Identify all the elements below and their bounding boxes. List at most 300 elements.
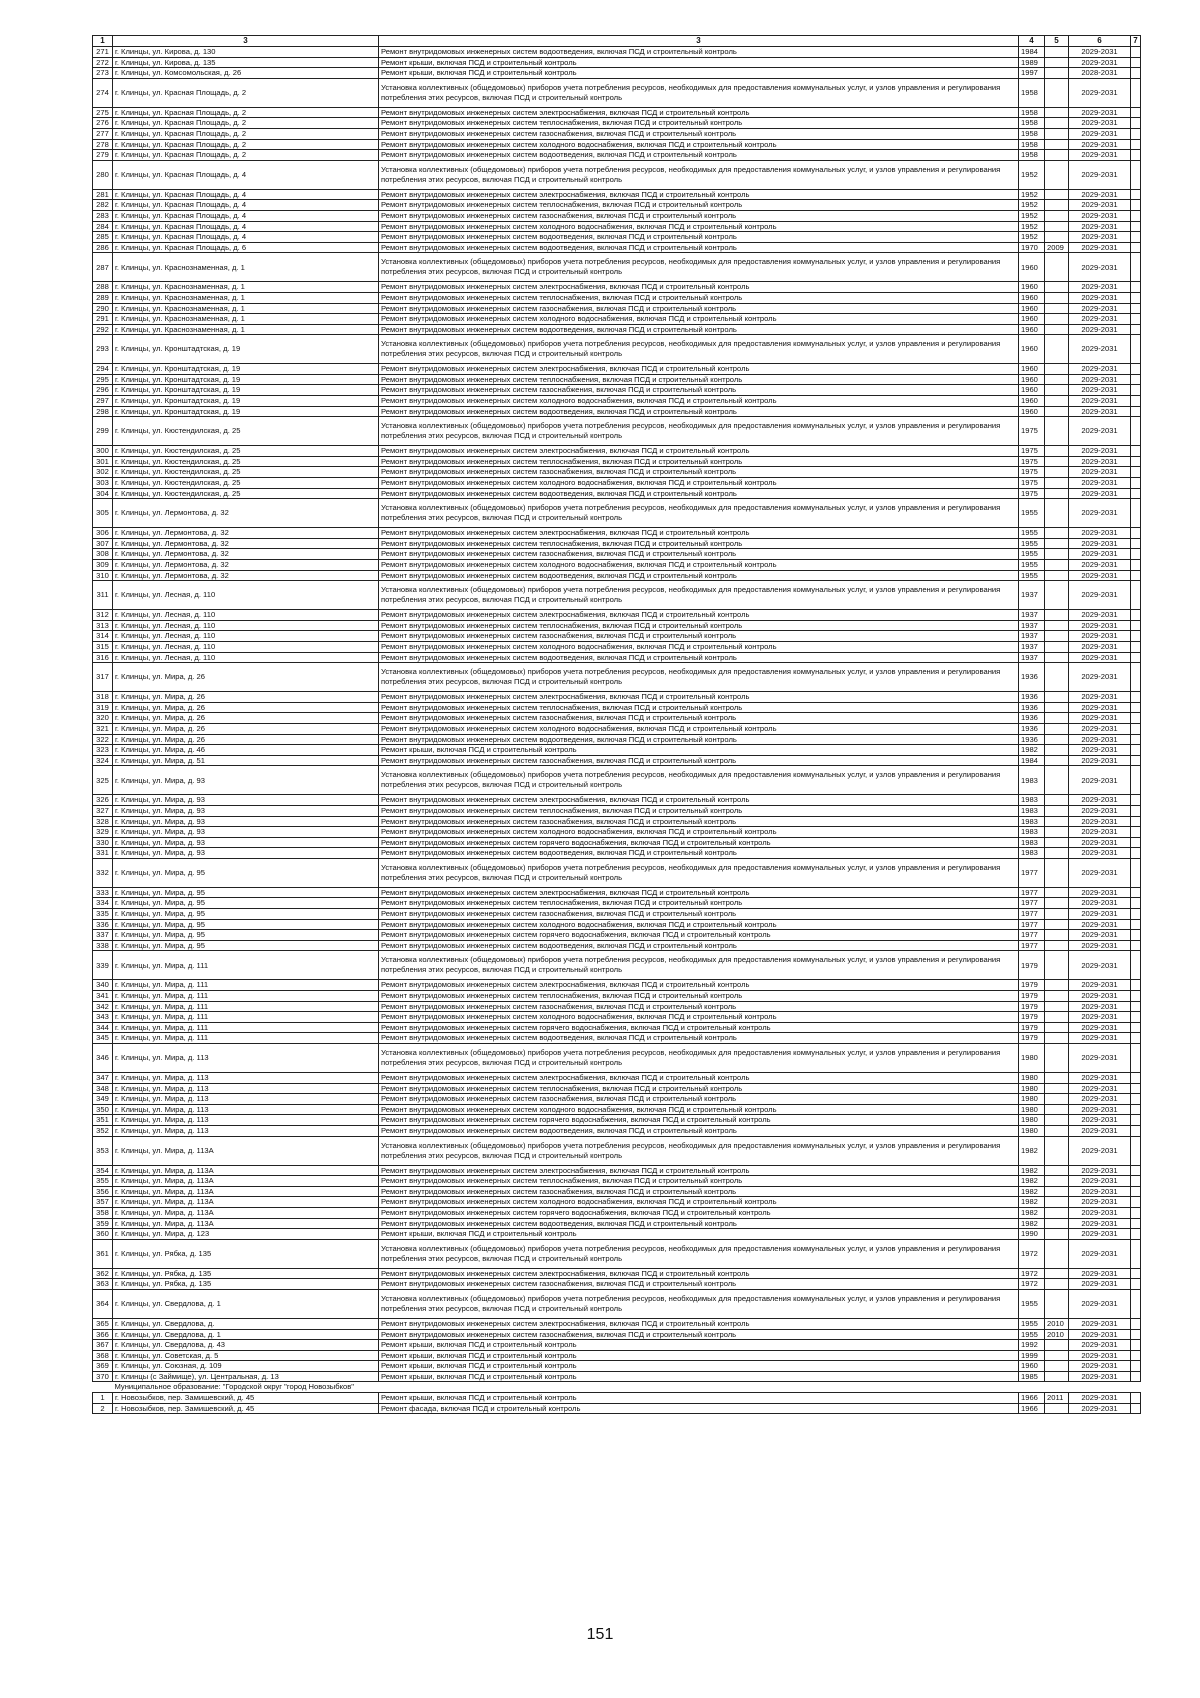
- table-cell: 2029-2031: [1069, 47, 1131, 58]
- table-cell: 1980: [1019, 1104, 1045, 1115]
- table-cell: 362: [93, 1268, 113, 1279]
- table-cell: Ремонт внутридомовых инженерных систем водоотведения, включая ПСД и строительный контроль: [379, 1033, 1019, 1044]
- table-cell: г. Клинцы, ул. Кюстендилская, д. 25: [113, 478, 379, 489]
- table-row: [93, 118, 1141, 129]
- table-cell: 1958: [1019, 78, 1045, 107]
- table-cell: 2029-2031: [1069, 848, 1131, 859]
- table-cell: [1131, 1239, 1141, 1268]
- table-cell: 2028-2031: [1069, 68, 1131, 79]
- table-row: [93, 1125, 1141, 1136]
- table-cell: 2029-2031: [1069, 210, 1131, 221]
- table-cell: 1960: [1019, 292, 1045, 303]
- table-cell: 287: [93, 253, 113, 282]
- table-cell: г. Клинцы, ул. Мира, д. 113А: [113, 1165, 379, 1176]
- table-cell: 329: [93, 827, 113, 838]
- table-cell: Установка коллективных (общедомовых) приборов учета потребления ресурсов, необходимых для предоставления коммунальных услуг, и узлов управления и регулирования потребления этих ресурсов, включая ПСД и строительный контроль: [379, 335, 1019, 364]
- table-cell: [1045, 581, 1069, 610]
- table-cell: 1958: [1019, 107, 1045, 118]
- table-cell: [1131, 364, 1141, 375]
- table-cell: г. Клинцы, ул. Кирова, д. 130: [113, 47, 379, 58]
- table-cell: 1958: [1019, 118, 1045, 129]
- table-cell: 1970: [1019, 242, 1045, 253]
- table-cell: [1131, 858, 1141, 887]
- table-row: [93, 538, 1141, 549]
- table-cell: [1131, 1371, 1141, 1382]
- table-cell: 291: [93, 314, 113, 325]
- table-row: [93, 951, 1141, 980]
- table-cell: 1955: [1019, 528, 1045, 539]
- table-cell: 1982: [1019, 1165, 1045, 1176]
- table-cell: Ремонт внутридомовых инженерных систем водоотведения, включая ПСД и строительный контроль: [379, 406, 1019, 417]
- table-cell: 349: [93, 1094, 113, 1105]
- table-cell: Ремонт внутридомовых инженерных систем газоснабжения, включая ПСД и строительный контроль: [379, 385, 1019, 396]
- table-cell: [1131, 374, 1141, 385]
- table-cell: Установка коллективных (общедомовых) приборов учета потребления ресурсов, необходимых для предоставления коммунальных услуг, и узлов управления и регулирования потребления этих ресурсов, включая ПСД и строительный контроль: [379, 766, 1019, 795]
- table-row: [93, 478, 1141, 489]
- table-cell: [1131, 837, 1141, 848]
- table-cell: 1979: [1019, 1033, 1045, 1044]
- table-cell: 2029-2031: [1069, 745, 1131, 756]
- table-cell: Ремонт внутридомовых инженерных систем теплоснабжения, включая ПСД и строительный контроль: [379, 620, 1019, 631]
- table-cell: 275: [93, 107, 113, 118]
- table-row: [93, 385, 1141, 396]
- table-cell: 1966: [1019, 1393, 1045, 1404]
- table-cell: [1045, 406, 1069, 417]
- table-cell: 1979: [1019, 951, 1045, 980]
- table-cell: 2009: [1045, 242, 1069, 253]
- table-row: [93, 456, 1141, 467]
- table-cell: г. Клинцы, ул. Мира, д. 111: [113, 1012, 379, 1023]
- table-cell: 283: [93, 210, 113, 221]
- table-cell: 1955: [1019, 538, 1045, 549]
- table-row: [93, 1186, 1141, 1197]
- table-cell: [1045, 560, 1069, 571]
- table-cell: [1131, 446, 1141, 457]
- table-cell: Ремонт внутридомовых инженерных систем электроснабжения, включая ПСД и строительный контроль: [379, 1268, 1019, 1279]
- table-cell: [1045, 1229, 1069, 1240]
- table-cell: 355: [93, 1176, 113, 1187]
- table-cell: 1972: [1019, 1239, 1045, 1268]
- table-cell: [1131, 734, 1141, 745]
- table-cell: [1131, 282, 1141, 293]
- table-cell: [1045, 940, 1069, 951]
- table-row: [93, 488, 1141, 499]
- table-cell: 320: [93, 713, 113, 724]
- table-cell: г. Клинцы, ул. Красная Площадь, д. 4: [113, 210, 379, 221]
- table-cell: [1131, 713, 1141, 724]
- table-cell: 2011: [1045, 1393, 1069, 1404]
- table-cell: [1045, 570, 1069, 581]
- table-row: [93, 1176, 1141, 1187]
- table-cell: г. Клинцы, ул. Красная Площадь, д. 2: [113, 78, 379, 107]
- table-cell: г. Клинцы, ул. Кронштадтская, д. 19: [113, 385, 379, 396]
- table-row: [93, 314, 1141, 325]
- table-cell: [1131, 200, 1141, 211]
- table-cell: [1045, 118, 1069, 129]
- table-cell: [1045, 282, 1069, 293]
- table-cell: 2029-2031: [1069, 663, 1131, 692]
- table-cell: 2029-2031: [1069, 1207, 1131, 1218]
- table-cell: [1045, 1186, 1069, 1197]
- table-cell: г. Клинцы, ул. Мира, д. 51: [113, 755, 379, 766]
- table-cell: [1045, 1289, 1069, 1318]
- table-cell: Ремонт внутридомовых инженерных систем электроснабжения, включая ПСД и строительный контроль: [379, 446, 1019, 457]
- table-cell: 1977: [1019, 898, 1045, 909]
- table-row: [93, 242, 1141, 253]
- table-cell: Ремонт внутридомовых инженерных систем теплоснабжения, включая ПСД и строительный контроль: [379, 1083, 1019, 1094]
- table-cell: [1131, 1393, 1141, 1404]
- table-cell: г. Клинцы, ул. Мира, д. 113А: [113, 1136, 379, 1165]
- table-cell: [1045, 396, 1069, 407]
- table-cell: 1955: [1019, 570, 1045, 581]
- table-cell: [1045, 1073, 1069, 1084]
- table-cell: 2029-2031: [1069, 1229, 1131, 1240]
- table-cell: Ремонт внутридомовых инженерных систем электроснабжения, включая ПСД и строительный контроль: [379, 1318, 1019, 1329]
- table-cell: 361: [93, 1239, 113, 1268]
- table-cell: 2029-2031: [1069, 1403, 1131, 1414]
- table-cell: [1045, 1361, 1069, 1372]
- table-cell: 2029-2031: [1069, 858, 1131, 887]
- table-cell: 2029-2031: [1069, 314, 1131, 325]
- table-cell: 1960: [1019, 335, 1045, 364]
- table-cell: 2029-2031: [1069, 1393, 1131, 1404]
- table-row: [93, 160, 1141, 189]
- table-cell: 1980: [1019, 1083, 1045, 1094]
- table-cell: Ремонт внутридомовых инженерных систем холодного водоснабжения, включая ПСД и строительный контроль: [379, 478, 1019, 489]
- table-cell: 2029-2031: [1069, 1289, 1131, 1318]
- table-cell: 298: [93, 406, 113, 417]
- table-cell: 2029-2031: [1069, 335, 1131, 364]
- table-cell: 2029-2031: [1069, 549, 1131, 560]
- table-cell: 1960: [1019, 314, 1045, 325]
- table-cell: Установка коллективных (общедомовых) приборов учета потребления ресурсов, необходимых для предоставления коммунальных услуг, и узлов управления и регулирования потребления этих ресурсов, включая ПСД и строительный контроль: [379, 499, 1019, 528]
- table-cell: 2029-2031: [1069, 930, 1131, 941]
- section-title: Муниципальное образование: "Городской округ "город Новозыбков": [113, 1382, 1141, 1393]
- table-cell: 311: [93, 581, 113, 610]
- table-cell: [1045, 1125, 1069, 1136]
- table-cell: г. Клинцы, ул. Лермонтова, д. 32: [113, 538, 379, 549]
- table-cell: 308: [93, 549, 113, 560]
- table-cell: 347: [93, 1073, 113, 1084]
- table-cell: Ремонт внутридомовых инженерных систем теплоснабжения, включая ПСД и строительный контроль: [379, 292, 1019, 303]
- table-cell: 325: [93, 766, 113, 795]
- table-row: [93, 1340, 1141, 1351]
- table-cell: г. Клинцы, ул. Красная Площадь, д. 4: [113, 221, 379, 232]
- table-cell: 331: [93, 848, 113, 859]
- table-cell: 2029-2031: [1069, 560, 1131, 571]
- table-cell: 332: [93, 858, 113, 887]
- table-row: [93, 396, 1141, 407]
- table-cell: 354: [93, 1165, 113, 1176]
- table-row: [93, 1104, 1141, 1115]
- table-row: [93, 1289, 1141, 1318]
- table-cell: [1131, 641, 1141, 652]
- table-cell: [1045, 1001, 1069, 1012]
- table-cell: 1975: [1019, 478, 1045, 489]
- table-cell: 1955: [1019, 1289, 1045, 1318]
- section-heading-row: [93, 1382, 1141, 1393]
- table-cell: 1958: [1019, 150, 1045, 161]
- table-cell: г. Клинцы, ул. Кирова, д. 135: [113, 57, 379, 68]
- table-cell: [1131, 1229, 1141, 1240]
- table-cell: 1960: [1019, 364, 1045, 375]
- table-cell: 1983: [1019, 816, 1045, 827]
- table-cell: г. Клинцы, ул. Мира, д. 26: [113, 702, 379, 713]
- table-cell: г. Клинцы, ул. Мира, д. 95: [113, 919, 379, 930]
- table-cell: 1999: [1019, 1350, 1045, 1361]
- table-cell: 288: [93, 282, 113, 293]
- table-cell: [1131, 919, 1141, 930]
- table-cell: 1983: [1019, 805, 1045, 816]
- table-cell: г. Клинцы, ул. Мира, д. 111: [113, 951, 379, 980]
- table-cell: [1131, 1022, 1141, 1033]
- table-cell: [1131, 189, 1141, 200]
- table-cell: 1936: [1019, 692, 1045, 703]
- table-cell: г. Клинцы, ул. Мира, д. 113А: [113, 1207, 379, 1218]
- table-cell: 2029-2031: [1069, 1115, 1131, 1126]
- table-row: [93, 858, 1141, 887]
- table-cell: [1045, 385, 1069, 396]
- table-cell: 2029-2031: [1069, 1340, 1131, 1351]
- table-cell: Ремонт внутридомовых инженерных систем электроснабжения, включая ПСД и строительный контроль: [379, 282, 1019, 293]
- table-cell: [1045, 734, 1069, 745]
- table-cell: 350: [93, 1104, 113, 1115]
- table-cell: 300: [93, 446, 113, 457]
- table-cell: 1960: [1019, 406, 1045, 417]
- register-table-container: [92, 35, 1140, 1414]
- table-cell: 2029-2031: [1069, 755, 1131, 766]
- table-cell: [1045, 1279, 1069, 1290]
- table-cell: Ремонт внутридомовых инженерных систем электроснабжения, включая ПСД и строительный контроль: [379, 1165, 1019, 1176]
- table-row: [93, 221, 1141, 232]
- table-row: [93, 446, 1141, 457]
- table-cell: Ремонт внутридомовых инженерных систем электроснабжения, включая ПСД и строительный контроль: [379, 692, 1019, 703]
- table-cell: [1131, 702, 1141, 713]
- table-cell: [1131, 107, 1141, 118]
- table-cell: г. Клинцы, ул. Кюстендилская, д. 25: [113, 417, 379, 446]
- table-cell: 303: [93, 478, 113, 489]
- table-row: [93, 898, 1141, 909]
- table-cell: 1975: [1019, 456, 1045, 467]
- table-row: [93, 991, 1141, 1002]
- table-cell: [1045, 620, 1069, 631]
- table-cell: [1045, 292, 1069, 303]
- table-cell: 2029-2031: [1069, 734, 1131, 745]
- table-cell: Ремонт внутридомовых инженерных систем водоотведения, включая ПСД и строительный контроль: [379, 652, 1019, 663]
- table-row: [93, 1022, 1141, 1033]
- table-row: [93, 139, 1141, 150]
- table-cell: 277: [93, 128, 113, 139]
- table-cell: 370: [93, 1371, 113, 1382]
- table-cell: Ремонт внутридомовых инженерных систем электроснабжения, включая ПСД и строительный контроль: [379, 795, 1019, 806]
- table-cell: 1952: [1019, 232, 1045, 243]
- table-cell: Установка коллективных (общедомовых) приборов учета потребления ресурсов, необходимых для предоставления коммунальных услуг, и узлов управления и регулирования потребления этих ресурсов, включая ПСД и строительный контроль: [379, 951, 1019, 980]
- table-cell: [1131, 253, 1141, 282]
- table-cell: [1045, 528, 1069, 539]
- table-row: [93, 1033, 1141, 1044]
- table-cell: 341: [93, 991, 113, 1002]
- table-cell: 2029-2031: [1069, 951, 1131, 980]
- table-cell: [1045, 160, 1069, 189]
- table-cell: [1045, 1033, 1069, 1044]
- table-cell: 2029-2031: [1069, 713, 1131, 724]
- table-cell: 351: [93, 1115, 113, 1126]
- table-cell: г. Клинцы, ул. Лермонтова, д. 32: [113, 528, 379, 539]
- table-row: [93, 631, 1141, 642]
- table-cell: [1131, 1207, 1141, 1218]
- table-cell: Ремонт крыши, включая ПСД и строительный контроль: [379, 57, 1019, 68]
- page-number: 151: [586, 1626, 614, 1643]
- table-row: [93, 755, 1141, 766]
- table-cell: 1975: [1019, 488, 1045, 499]
- table-cell: [1131, 1083, 1141, 1094]
- table-cell: 321: [93, 723, 113, 734]
- table-cell: Ремонт внутридомовых инженерных систем горячего водоснабжения, включая ПСД и строительный контроль: [379, 1207, 1019, 1218]
- table-cell: Ремонт внутридомовых инженерных систем электроснабжения, включая ПСД и строительный контроль: [379, 528, 1019, 539]
- table-row: [93, 107, 1141, 118]
- table-row: [93, 723, 1141, 734]
- table-cell: 2029-2031: [1069, 374, 1131, 385]
- table-cell: г. Клинцы, ул. Комсомольская, д. 26: [113, 68, 379, 79]
- table-cell: 2029-2031: [1069, 980, 1131, 991]
- table-cell: 346: [93, 1044, 113, 1073]
- table-cell: 1980: [1019, 1044, 1045, 1073]
- table-cell: 1990: [1019, 1229, 1045, 1240]
- table-cell: г. Клинцы, ул. Мира, д. 95: [113, 930, 379, 941]
- table-row: [93, 734, 1141, 745]
- table-cell: [1131, 827, 1141, 838]
- table-cell: Установка коллективных (общедомовых) приборов учета потребления ресурсов, необходимых для предоставления коммунальных услуг, и узлов управления и регулирования потребления этих ресурсов, включая ПСД и строительный контроль: [379, 581, 1019, 610]
- table-cell: 1952: [1019, 160, 1045, 189]
- table-cell: [1045, 374, 1069, 385]
- table-row: [93, 1083, 1141, 1094]
- table-cell: 1975: [1019, 446, 1045, 457]
- table-cell: Ремонт внутридомовых инженерных систем холодного водоснабжения, включая ПСД и строительный контроль: [379, 723, 1019, 734]
- table-cell: [1131, 456, 1141, 467]
- table-cell: [1045, 805, 1069, 816]
- table-cell: 294: [93, 364, 113, 375]
- table-cell: [1131, 488, 1141, 499]
- table-row: [93, 210, 1141, 221]
- table-cell: [1131, 1176, 1141, 1187]
- table-cell: [1045, 538, 1069, 549]
- table-cell: 2029-2031: [1069, 396, 1131, 407]
- table-cell: 2029-2031: [1069, 538, 1131, 549]
- table-cell: 304: [93, 488, 113, 499]
- table-cell: [1131, 467, 1141, 478]
- table-cell: 1984: [1019, 47, 1045, 58]
- table-row: [93, 887, 1141, 898]
- table-cell: 2029-2031: [1069, 232, 1131, 243]
- table-cell: 282: [93, 200, 113, 211]
- table-cell: [1045, 488, 1069, 499]
- table-row: [93, 1361, 1141, 1372]
- table-cell: 328: [93, 816, 113, 827]
- table-cell: Ремонт внутридомовых инженерных систем газоснабжения, включая ПСД и строительный контроль: [379, 1001, 1019, 1012]
- table-cell: 1960: [1019, 396, 1045, 407]
- table-cell: [1045, 139, 1069, 150]
- header-cell: 1: [93, 36, 113, 47]
- table-cell: [1131, 951, 1141, 980]
- table-cell: [1131, 139, 1141, 150]
- table-cell: 1980: [1019, 1125, 1045, 1136]
- table-cell: г. Клинцы, ул. Мира, д. 93: [113, 837, 379, 848]
- table-cell: [1045, 991, 1069, 1002]
- table-cell: Ремонт внутридомовых инженерных систем теплоснабжения, включая ПСД и строительный контроль: [379, 118, 1019, 129]
- table-cell: [1131, 68, 1141, 79]
- table-cell: г. Клинцы, ул. Красная Площадь, д. 4: [113, 232, 379, 243]
- table-row: [93, 1268, 1141, 1279]
- table-row: [93, 766, 1141, 795]
- table-cell: [1131, 118, 1141, 129]
- table-cell: 2029-2031: [1069, 488, 1131, 499]
- table-row: [93, 816, 1141, 827]
- table-cell: [1045, 1136, 1069, 1165]
- table-row: [93, 128, 1141, 139]
- table-cell: [1131, 1186, 1141, 1197]
- table-cell: [1045, 1340, 1069, 1351]
- table-cell: Ремонт внутридомовых инженерных систем холодного водоснабжения, включая ПСД и строительный контроль: [379, 139, 1019, 150]
- table-cell: 1983: [1019, 766, 1045, 795]
- table-cell: 1960: [1019, 1361, 1045, 1372]
- table-cell: [1045, 549, 1069, 560]
- table-cell: г. Клинцы, ул. Кюстендилская, д. 25: [113, 446, 379, 457]
- table-cell: 1937: [1019, 631, 1045, 642]
- table-cell: 1955: [1019, 499, 1045, 528]
- table-cell: 313: [93, 620, 113, 631]
- table-cell: [1045, 702, 1069, 713]
- table-cell: Ремонт внутридомовых инженерных систем водоотведения, включая ПСД и строительный контроль: [379, 232, 1019, 243]
- table-cell: 310: [93, 570, 113, 581]
- table-row: [93, 1350, 1141, 1361]
- table-cell: 314: [93, 631, 113, 642]
- table-cell: 2029-2031: [1069, 78, 1131, 107]
- table-cell: 1936: [1019, 663, 1045, 692]
- table-cell: Ремонт внутридомовых инженерных систем газоснабжения, включая ПСД и строительный контроль: [379, 631, 1019, 642]
- table-cell: г. Клинцы, ул. Мира, д. 26: [113, 663, 379, 692]
- header-row: [93, 36, 1141, 47]
- table-row: [93, 713, 1141, 724]
- table-row: [93, 68, 1141, 79]
- table-cell: [1131, 1044, 1141, 1073]
- table-cell: [1045, 1218, 1069, 1229]
- table-cell: Установка коллективных (общедомовых) приборов учета потребления ресурсов, необходимых для предоставления коммунальных услуг, и узлов управления и регулирования потребления этих ресурсов, включая ПСД и строительный контроль: [379, 253, 1019, 282]
- table-cell: 2029-2031: [1069, 909, 1131, 920]
- table-cell: 1979: [1019, 980, 1045, 991]
- table-cell: [1131, 1136, 1141, 1165]
- table-cell: 2029-2031: [1069, 160, 1131, 189]
- table-cell: 2029-2031: [1069, 406, 1131, 417]
- table-cell: Ремонт внутридомовых инженерных систем газоснабжения, включая ПСД и строительный контроль: [379, 755, 1019, 766]
- table-cell: [1131, 631, 1141, 642]
- table-cell: 2029-2031: [1069, 478, 1131, 489]
- table-cell: 1937: [1019, 620, 1045, 631]
- table-cell: [1045, 1012, 1069, 1023]
- table-cell: 1977: [1019, 940, 1045, 951]
- table-cell: г. Клинцы, ул. Мира, д. 26: [113, 692, 379, 703]
- table-cell: г. Клинцы, ул. Мира, д. 95: [113, 940, 379, 951]
- table-cell: 333: [93, 887, 113, 898]
- table-cell: Ремонт внутридомовых инженерных систем газоснабжения, включая ПСД и строительный контроль: [379, 1279, 1019, 1290]
- table-cell: [1045, 755, 1069, 766]
- table-cell: 2029-2031: [1069, 303, 1131, 314]
- table-cell: Ремонт внутридомовых инженерных систем газоснабжения, включая ПСД и строительный контроль: [379, 1094, 1019, 1105]
- table-cell: 2029-2031: [1069, 652, 1131, 663]
- table-cell: 2029-2031: [1069, 1318, 1131, 1329]
- table-cell: г. Клинцы, ул. Лермонтова, д. 32: [113, 570, 379, 581]
- table-cell: г. Клинцы, ул. Мира, д. 26: [113, 713, 379, 724]
- table-cell: [1131, 570, 1141, 581]
